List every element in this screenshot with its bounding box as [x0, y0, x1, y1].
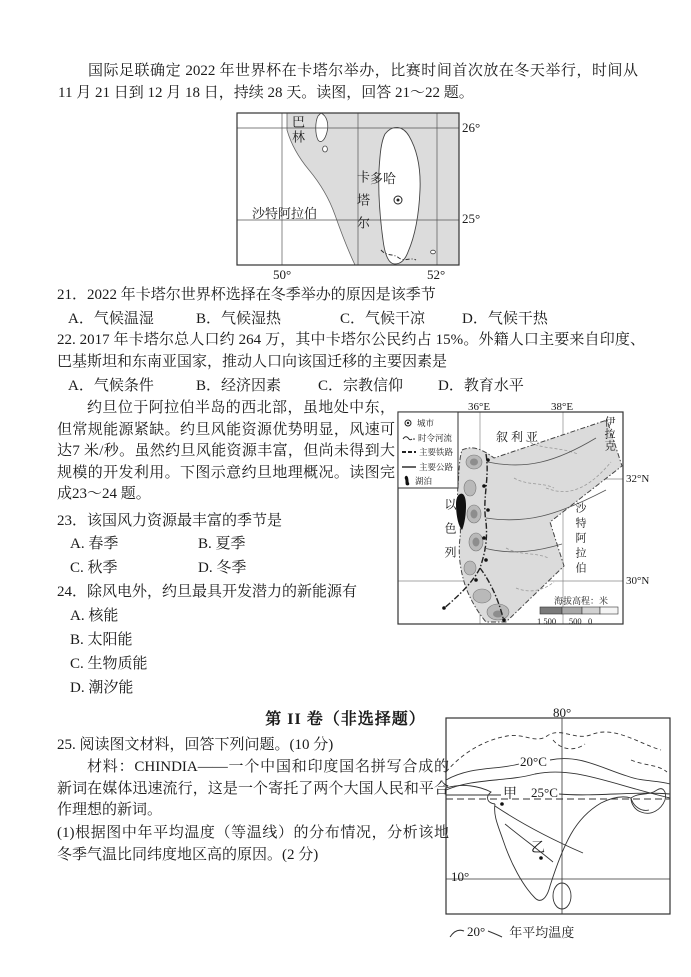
railway-icon	[402, 449, 416, 455]
label-point-jia: 甲	[503, 787, 517, 802]
question-23-stem: 23．该国风力资源最丰富的季节是	[57, 513, 283, 529]
label-lon-36e: 36°E	[468, 401, 491, 413]
lake-icon	[402, 475, 412, 487]
option-23-b: B. 夏季	[198, 536, 246, 552]
label-iso-20c: 20°C	[520, 754, 547, 769]
option-23-d: D. 冬季	[198, 560, 247, 576]
option-24-a: A. 核能	[70, 608, 119, 624]
northern-boundary	[446, 732, 667, 772]
option-24-b: B. 太阳能	[70, 632, 133, 648]
elevation-scale-bar	[540, 607, 618, 614]
label-bahrain: 巴林	[290, 115, 305, 145]
label-lat-32n: 32°N	[626, 473, 650, 485]
label-doha: 多哈	[370, 171, 397, 186]
label-saudi-arabia-jordan: 沙特阿拉伯	[574, 502, 586, 577]
legend-city	[402, 416, 456, 431]
isotherm-legend	[447, 922, 574, 941]
label-israel: 以色列	[443, 498, 457, 570]
legend-railway-label: 主要铁路	[419, 447, 454, 458]
option-21-b: B．气候湿热	[196, 311, 282, 327]
legend-city-label: 城市	[417, 418, 435, 429]
option-23-c: C. 秋季	[70, 560, 118, 576]
label-lon-80: 80°	[553, 705, 572, 720]
option-21-c: C．气候干凉	[340, 311, 426, 327]
label-saudi-arabia: 沙特阿拉伯	[252, 206, 318, 221]
question-25-material: 材料：CHINDIA——一个中国和印度国名拼写合成的新词在媒体迅速流行，这是一个寄托了两个大国人民和平合作理想的新词。	[57, 759, 449, 818]
option-21-d: D．气候干热	[462, 311, 548, 327]
label-point-yi: 乙	[531, 841, 545, 856]
question-24-option-d-row	[57, 676, 677, 698]
legend-railway	[402, 445, 456, 460]
point-yi-marker	[539, 856, 543, 860]
option-21-a: A．气候温湿	[68, 311, 154, 327]
legend-river-label: 时令河流	[418, 432, 453, 443]
river-icon	[402, 434, 415, 442]
legend-seasonal-river	[402, 431, 456, 446]
question-24-stem: 24．除风电外，约旦最具开发潜力的新能源有	[57, 584, 358, 600]
point-jia-marker	[500, 802, 504, 806]
sea-shape	[287, 113, 459, 265]
section2-title: 第 II 卷（非选择题）	[265, 711, 426, 728]
legend-lake-label: 湖泊	[415, 476, 433, 487]
isotherm-curve-left-icon	[449, 925, 465, 939]
jordan-passage: 约旦位于阿拉伯半岛的西北部，虽地处中东，但常规能源紧缺。约旦风能资源优势明显，风速可达7 米/秒。虽然约旦风能资源丰富，但尚未得到大规模的开发利用。下图示意约旦地理概况。读图完成23～24 题。	[57, 400, 395, 502]
label-iraq: 伊拉克	[603, 416, 615, 452]
road-icon	[402, 464, 416, 470]
question-22-stem: 22. 2017 年卡塔尔总人口约 264 万，其中卡塔尔公民约占 15%。外籍人口主要来自印度、巴基斯坦和东南亚国家，推动人口向该国迁移的主要因素是	[57, 332, 645, 370]
option-22-d: D．教育水平	[438, 378, 524, 394]
label-lon-50: 50°	[273, 267, 292, 282]
option-22-b: B．经济因素	[196, 378, 282, 394]
india-map	[435, 700, 691, 962]
doha-city-marker	[394, 196, 402, 204]
label-lat-26: 26°	[462, 120, 481, 135]
label-lon-38e: 38°E	[551, 401, 574, 413]
option-22-a: A．气候条件	[68, 378, 154, 394]
legend-lake	[402, 474, 456, 489]
option-23-a: A. 春季	[70, 536, 119, 552]
elevation-title: 海拔高程：米	[554, 596, 609, 606]
label-syria: 叙 利 亚	[496, 430, 539, 444]
isotherm-legend-value: 20°	[467, 923, 486, 939]
option-22-c: C．宗教信仰	[318, 378, 404, 394]
question-24-option-c-row	[57, 652, 677, 674]
isotherm-lines	[446, 759, 670, 862]
question-22-options	[57, 374, 677, 396]
jordan-map-legend	[402, 416, 456, 489]
label-qatar: 卡塔尔	[355, 170, 370, 239]
option-24-d: D. 潮汐能	[70, 680, 134, 696]
option-24-c: C. 生物质能	[70, 656, 148, 672]
question-25-stem: 25. 阅读图文材料，回答下列问题。(10 分)	[57, 737, 334, 753]
label-lat-30n: 30°N	[626, 575, 650, 587]
india-outline	[446, 785, 666, 909]
city-marker-icon	[402, 418, 414, 428]
legend-road	[402, 460, 456, 475]
label-lat-25: 25°	[462, 211, 481, 226]
label-iso-25c: 25°C	[531, 785, 558, 800]
question-21-stem: 21．2022 年卡塔尔世界杯选择在冬季举办的原因是该季节	[57, 287, 436, 303]
label-lon-52: 52°	[427, 267, 446, 282]
isotherm-curve-right-icon	[487, 925, 503, 939]
jordan-map	[396, 398, 656, 633]
question-25-part1: (1)根据图中年平均温度（等温线）的分布情况，分析该地冬季气温比同纬度地区高的原因。(2 分)	[57, 825, 449, 863]
isotherm-legend-label: 年平均温度	[509, 925, 575, 940]
qatar-map	[235, 110, 485, 285]
question-21-options	[57, 307, 677, 329]
intro-paragraph: 国际足联确定 2022 年世界杯在卡塔尔举办，比赛时间首次放在冬天举行，时间从 11 月 21 日到 12 月 18 日，持续 28 天。读图，回答 21～22 题。	[58, 63, 638, 101]
label-lat-10: 10°	[451, 869, 470, 884]
elevation-ticks: 1 500 500 0	[537, 616, 593, 626]
legend-road-label: 主要公路	[419, 461, 454, 472]
